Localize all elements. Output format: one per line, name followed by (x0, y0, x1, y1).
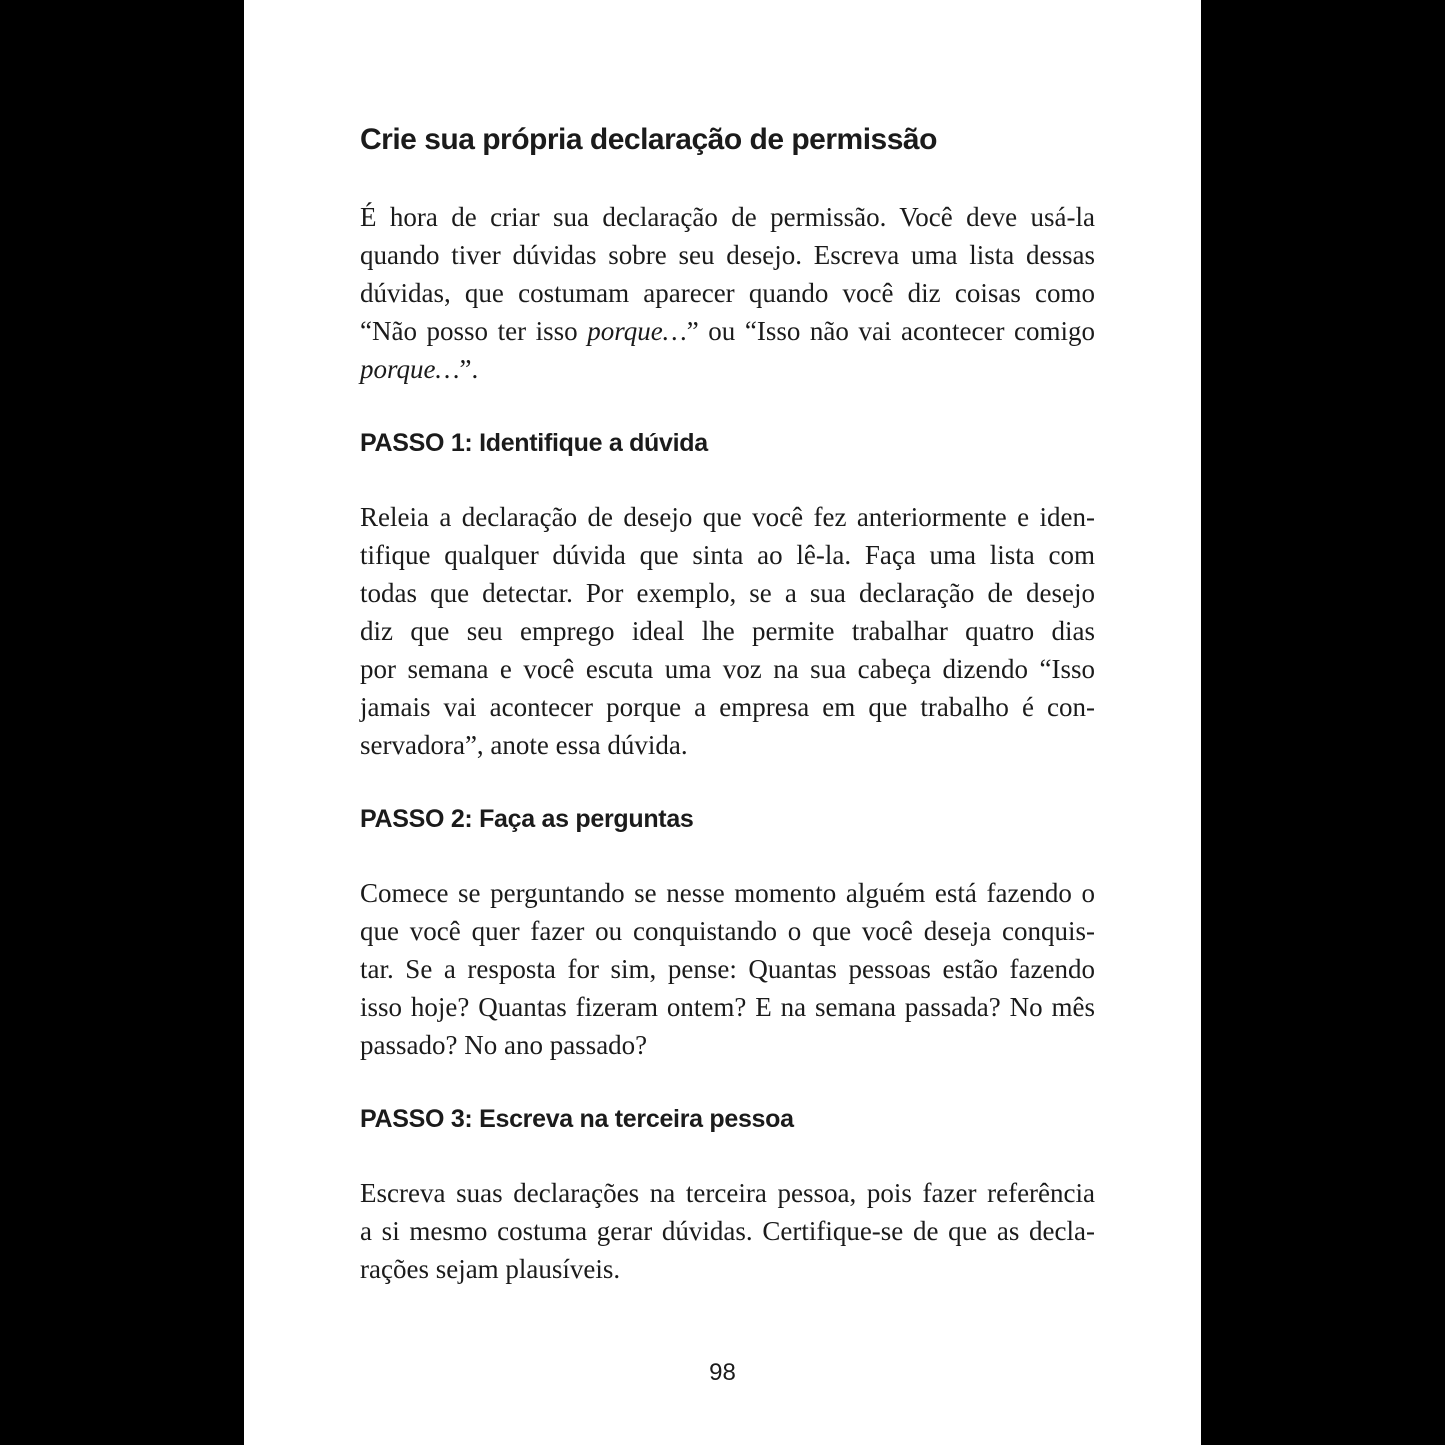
text-line: tifique qualquer dúvida que sinta ao lê-la. Faça uma lista com (360, 540, 1095, 570)
text-column (360, 0, 1095, 1288)
step-title: PASSO 3: Escreva na terceira pessoa (360, 1105, 794, 1133)
text-line: todas que detectar. Por exemplo, se a sua declaração de desejo (360, 578, 1095, 608)
text-line: que você quer fazer ou conquistando o que você deseja conquis- (360, 916, 1095, 946)
text-line: a si mesmo costuma gerar dúvidas. Certifique-se de que as decla- (360, 1216, 1095, 1246)
text-line: isso hoje? Quantas fizeram ontem? E na semana passada? No mês (360, 992, 1095, 1022)
paragraph (360, 874, 1095, 1064)
text-line: passado? No ano passado? (360, 1030, 648, 1060)
step-section (360, 424, 1095, 764)
book-page (244, 0, 1201, 1445)
paragraph (360, 498, 1095, 764)
left-black-bar (0, 0, 244, 1445)
text-line: É hora de criar sua declaração de permissão. Você deve usá-la (360, 202, 1095, 232)
text-line: diz que seu emprego ideal lhe permite trabalhar quatro dias (360, 616, 1095, 646)
text-line: por semana e você escuta uma voz na sua cabeça dizendo “Isso (360, 654, 1095, 684)
text-line: Escreva suas declarações na terceira pessoa, pois fazer referência (360, 1178, 1095, 1208)
chapter-heading: Crie sua própria declaração de permissão (360, 123, 937, 156)
text-line: porque…”. (360, 354, 479, 384)
step-section (360, 800, 1095, 1064)
step-section (360, 1100, 1095, 1288)
paragraph (360, 1174, 1095, 1288)
step-title: PASSO 1: Identifique a dúvida (360, 429, 708, 457)
text-line: tar. Se a resposta for sim, pense: Quantas pessoas estão fazendo (360, 954, 1095, 984)
text-line: Releia a declaração de desejo que você fez anteriormente e iden- (360, 502, 1095, 532)
right-black-bar (1201, 0, 1445, 1445)
content-sections (360, 198, 1095, 1288)
text-line: servadora”, anote essa dúvida. (360, 730, 688, 760)
text-line: “Não posso ter isso porque…” ou “Isso não vai acontecer comigo (360, 316, 1095, 346)
paragraph (360, 198, 1095, 388)
text-line: rações sejam plausíveis. (360, 1254, 621, 1284)
step-title: PASSO 2: Faça as perguntas (360, 805, 694, 833)
text-line: Comece se perguntando se nesse momento alguém está fazendo o (360, 878, 1095, 908)
text-line: dúvidas, que costumam aparecer quando você diz coisas como (360, 278, 1095, 308)
text-line: jamais vai acontecer porque a empresa em que trabalho é con- (360, 692, 1095, 722)
page-number: 98 (709, 1359, 736, 1386)
text-line: quando tiver dúvidas sobre seu desejo. Escreva uma lista dessas (360, 240, 1095, 270)
